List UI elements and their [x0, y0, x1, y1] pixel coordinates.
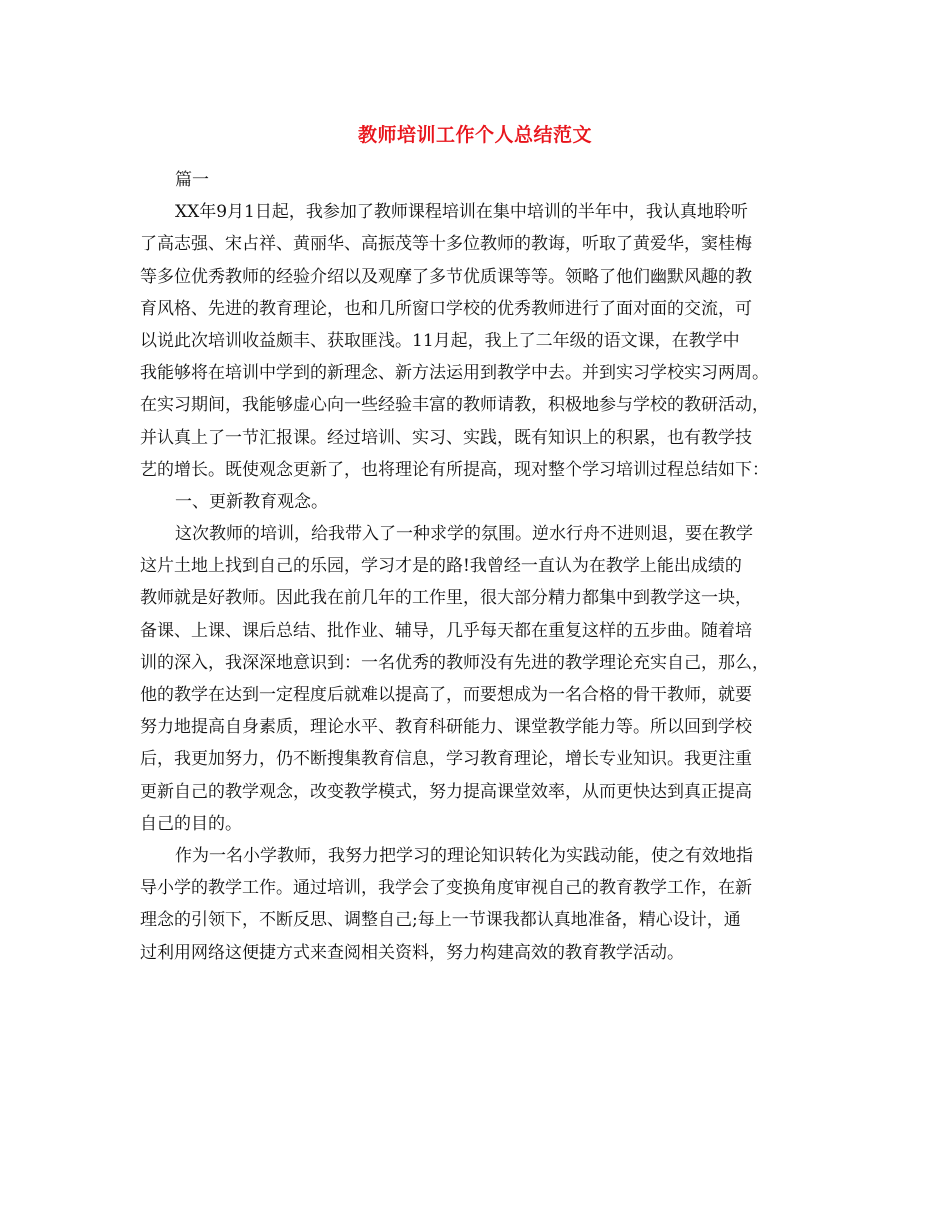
body-line: 在实习期间，我能够虚心向一些经验丰富的教师请教，积极地参与学校的教研活动， [140, 395, 769, 416]
document-title: 教师培训工作个人总结范文 [357, 124, 592, 146]
body-line: 艺的增长。既使观念更新了，也将理论有所提高，现对整个学习培训过程总结如下： [140, 459, 769, 480]
body-line: 努力地提高自身素质，理论水平、教育科研能力、课堂教学能力等。所以回到学校 [140, 717, 752, 738]
body-line: 等多位优秀教师的经验介绍以及观摩了多节优质课等等。领略了他们幽默风趣的教 [140, 266, 752, 287]
body-line: 作为一名小学教师，我努力把学习的理论知识转化为实践动能，使之有效地指 [175, 845, 753, 866]
body-line: 了高志强、宋占祥、黄丽华、高振茂等十多位教师的教诲，听取了黄爱华，窦桂梅 [140, 234, 752, 255]
body-line: 育风格、先进的教育理论，也和几所窗口学校的优秀教师进行了面对面的交流，可 [140, 298, 752, 319]
body-line: 这片土地上找到自己的乐园，学习才是的路!我曾经一直认为在教学上能出成绩的 [140, 556, 742, 577]
body-line: 导小学的教学工作。通过培训，我学会了变换角度审视自己的教育教学工作，在新 [140, 878, 752, 899]
body-line: 自己的目的。 [140, 813, 242, 834]
body-line: 教师就是好教师。因此我在前几年的工作里，很大部分精力都集中到教学这一块， [140, 588, 752, 609]
body-line: 训的深入，我深深地意识到：一名优秀的教师没有先进的教学理论充实自己，那么， [140, 652, 769, 673]
body-line: 篇一 [175, 170, 209, 190]
body-line: 这次教师的培训，给我带入了一种求学的氛围。逆水行舟不进则退，要在教学 [175, 524, 753, 545]
body-line: 一、更新教育观念。 [175, 491, 328, 512]
body-line: XX年9月1日起，我参加了教师课程培训在集中培训的半年中，我认真地聆听 [175, 202, 748, 223]
body-line: 以说此次培训收益颇丰、获取匪浅。11月起，我上了二年级的语文课，在教学中 [140, 330, 740, 351]
body-line: 我能够将在培训中学到的新理念、新方法运用到教学中去。并到实习学校实习两周。 [140, 363, 769, 384]
document-body [140, 164, 830, 969]
body-line: 更新自己的教学观念，改变教学模式，努力提高课堂效率，从而更快达到真正提高 [140, 781, 752, 802]
body-line: 并认真上了一节汇报课。经过培训、实习、实践，既有知识上的积累，也有教学技 [140, 427, 752, 448]
body-line: 备课、上课、课后总结、批作业、辅导，几乎每天都在重复这样的五步曲。随着培 [140, 620, 752, 641]
body-line: 后，我更加努力，仍不断搜集教育信息，学习教育理论，增长专业知识。我更注重 [140, 749, 752, 770]
body-line: 他的教学在达到一定程度后就难以提高了，而要想成为一名合格的骨干教师，就要 [140, 685, 752, 705]
body-line: 过利用网络这便捷方式来查阅相关资料，努力构建高效的教育教学活动。 [140, 942, 684, 963]
body-line: 理念的引领下，不断反思、调整自己;每上一节课我都认真地准备，精心设计，通 [140, 910, 741, 931]
